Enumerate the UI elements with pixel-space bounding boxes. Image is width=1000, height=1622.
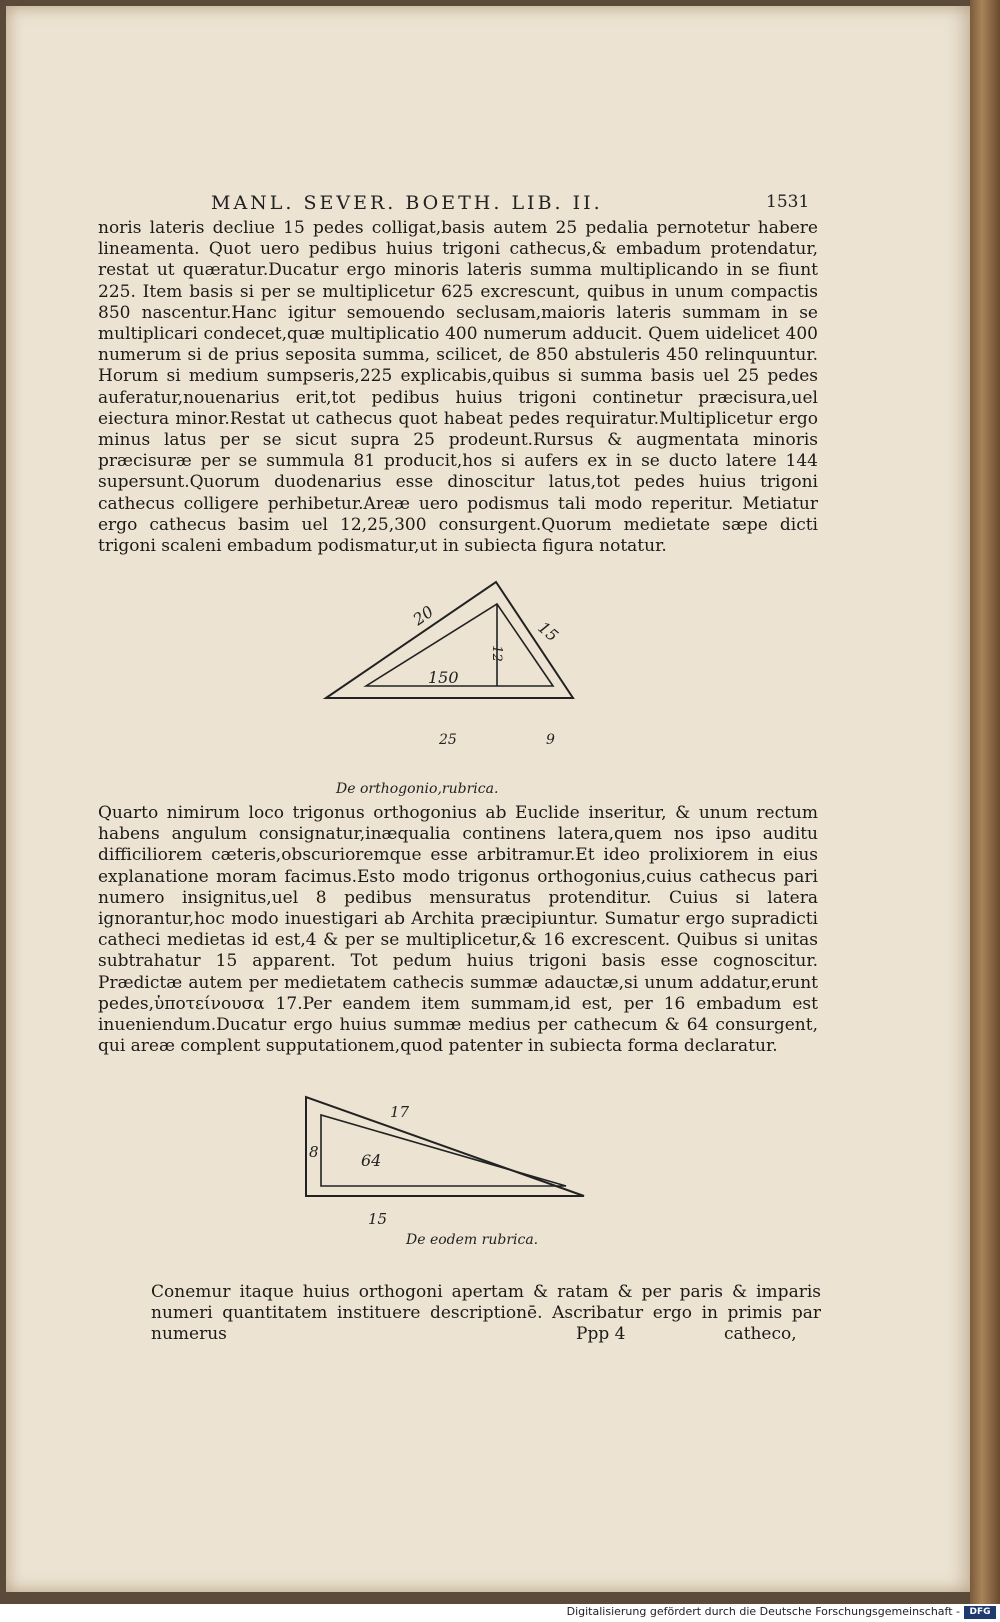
fig2-hypotenuse-label: 17 — [390, 1103, 410, 1121]
dfg-logo: DFG — [964, 1606, 996, 1619]
figure-right-triangle — [301, 1092, 591, 1202]
footer-bar — [0, 1604, 1000, 1622]
footer-credit: Digitalisierung gefördert durch die Deutsche Forschungsgemeinschaft - — [566, 1605, 960, 1618]
fig1-area-label: 150 — [428, 668, 459, 687]
fig2-height-label: 8 — [309, 1143, 319, 1161]
fig2-area-label: 64 — [361, 1151, 382, 1170]
fig1-base-left-label: 25 — [439, 732, 457, 748]
catchword: catheco, — [724, 1324, 797, 1344]
figure-scalene-triangle — [321, 576, 581, 726]
folio-number: 1531 — [766, 192, 810, 212]
fig1-altitude-label: 12 — [488, 645, 504, 662]
paragraph-3: Conemur itaque huius orthogoni apertam & ratam & per paris & imparis numeri quantitatem instituere descriptionē. Ascribatur ergo in primis par numerus — [151, 1282, 821, 1345]
running-head: MANL. SEVER. BOETH. LIB. II. — [211, 192, 603, 214]
paragraph-2: Quarto nimirum loco trigonus orthogonius ab Euclide inseritur, & unum rectum habens angulum consignatur,inæqualia continens latera,quem nos ipso auditu difficiliorem cæteris,obscurioremque esse arbitramur.Et ideo prolixiorem in eius explanatione moram facimus.Esto modo trigonus orthogonius,cuius cathecus pari numero insignitus,uel 8 pedibus mensuratus protenditur. Cuius si latera ignorantur,hoc modo inuestigari ab Archita præcipiuntur. Sumatur ergo supradicti catheci medietas id est,4 & per se multiplicetur,& 16 excrescent. Quibus si unitas subtrahatur 15 apparent. Tot pedum huius trigoni basis esse cognoscitur. Prædictæ autem per medietatem cathecis summæ adauctæ,si unum addatur,erunt pedes,ὑποτείνουσα 17.Per eandem item summam,id est, per 16 embadum est inueniendum.Ducatur ergo huius summæ medius per cathecum & 64 consurgent, qui areæ complent supputationem,quod patenter in subiecta forma declaratur. — [98, 803, 818, 1057]
paragraph-1: noris lateris decliue 15 pedes colligat,basis autem 25 pedalia pernotetur habere lineamenta. Quot uero pedibus huius trigoni cathecus,& embadum protendatur, restat ut quæratur.Ducatur ergo minoris lateris summa multiplicando in se fiunt 225. Item basis si per se multiplicetur 625 excrescunt, quibus in unum compactis 850 nascentur.Hanc igitur semouendo seclusam,maioris lateris summam in se multiplicari condecet,quæ multiplicatio 400 numerum adducit. Quem uidelicet 400 numerum si de prius seposita summa, scilicet, de 850 abstuleris 450 relinquuntur. Horum si medium sumpseris,225 explicabis,quibus si summa basis uel 25 pedes auferatur,nouenarius erit,tot pedibus huius trigoni continetur præcisura,uel eiectura minor.Restat ut cathecus quot habeat pedes requiratur.Multiplicetur ergo minus latus per se sicut supra 25 prodeunt.Rursus & augmentata minoris præcisuræ per se summula 81 producit,hos si aufers ex in se ducto latere 144 supersunt.Quorum duodenarius esse dinoscitur latus,tot pedes huius trigoni cathecus colligere perhibetur.Areæ uero podismus tali modo reperitur. Metiatur ergo cathecus basim uel 12,25,300 consurgent.Quorum medietate sæpe dicti trigoni scaleni embadum podismatur,ut in subiecta figura notatur. — [98, 218, 818, 557]
caption-eodem: De eodem rubrica. — [406, 1232, 539, 1248]
page — [6, 6, 970, 1592]
fig2-base-label: 15 — [368, 1210, 388, 1228]
page-edge — [970, 0, 1000, 1604]
fig1-left-side-label: 20 — [409, 601, 437, 630]
signature-mark: Ppp 4 — [576, 1324, 626, 1344]
fig1-right-side-label: 15 — [534, 617, 563, 646]
caption-orthogonio: De orthogonio,rubrica. — [336, 781, 499, 797]
fig1-base-right-label: 9 — [546, 732, 555, 748]
